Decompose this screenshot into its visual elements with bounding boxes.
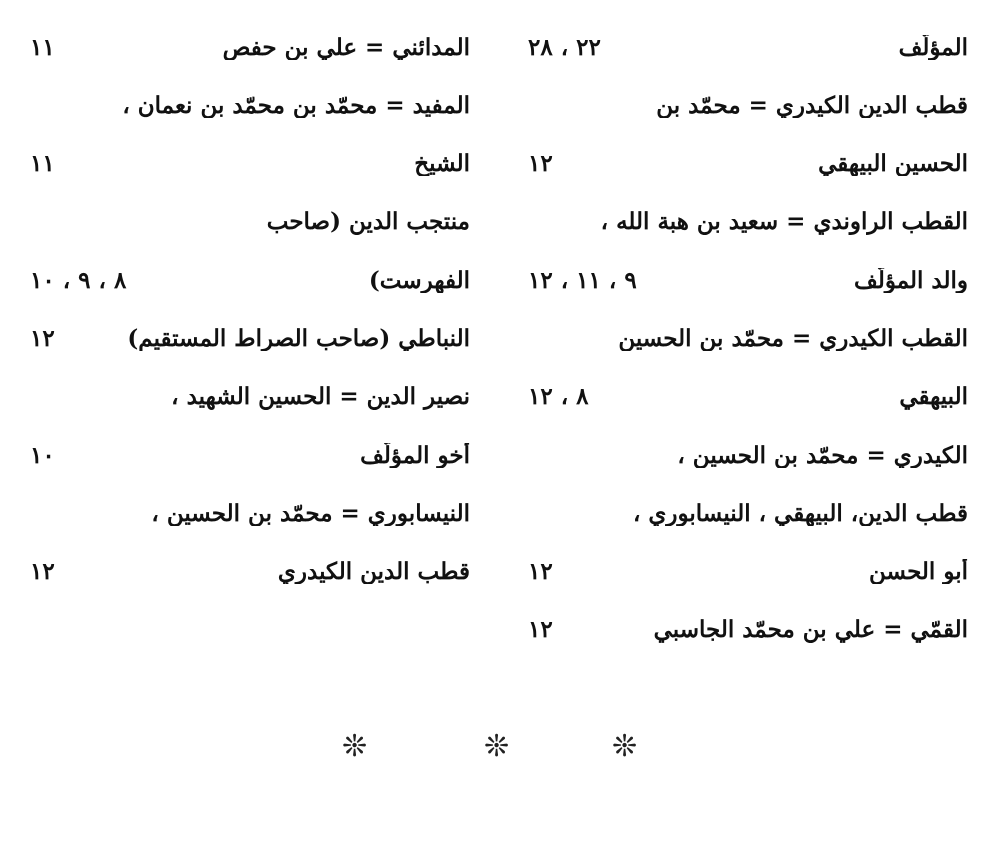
- entry-term: منتجب الدين (صاحب: [266, 209, 470, 235]
- entry-pages: ٨ ، ١٢: [528, 383, 589, 411]
- entry-term: المفيد = محمّد بن محمّد بن نعمان ،: [122, 92, 470, 119]
- asterism-icon: ❊: [612, 729, 638, 764]
- index-entry: [30, 309, 470, 367]
- index-entry: [30, 543, 470, 601]
- entry-term: المؤلّف: [898, 34, 968, 60]
- index-entry: [30, 18, 470, 76]
- entry-pages: ١٢: [528, 150, 553, 178]
- entry-term: الفهرست): [368, 267, 470, 293]
- entry-term: النيسابوري = محمّد بن الحسين ،: [151, 500, 470, 527]
- entry-term: الشيخ: [414, 151, 470, 177]
- entry-term: قطب الدين، البيهقي ، النيسابوري ،: [632, 500, 968, 527]
- index-entry: [30, 135, 470, 193]
- index-entry: [528, 368, 968, 426]
- index-entry: [528, 543, 968, 601]
- index-entry: [528, 426, 968, 484]
- index-entry: [528, 251, 968, 309]
- index-entry: [528, 484, 968, 542]
- entry-pages: ١٢: [30, 324, 55, 352]
- index-column-left: [30, 18, 470, 601]
- entry-pages: ١٢: [528, 558, 553, 586]
- index-entry: [30, 193, 470, 251]
- section-separator: [0, 727, 1000, 767]
- entry-pages: ١١: [30, 33, 55, 61]
- entry-term: المدائني = علي بن حفص: [222, 34, 470, 60]
- entry-term: قطب الدين الكيدري = محمّد بن: [656, 92, 968, 119]
- entry-term: القطب الكيدري = محمّد بن الحسين: [618, 325, 968, 352]
- index-entry: [30, 484, 470, 542]
- entry-term: والد المؤلّف: [854, 267, 968, 293]
- entry-term: نصير الدين = الحسين الشهيد ،: [171, 384, 470, 410]
- entry-term: الحسين البيهقي: [818, 151, 968, 177]
- index-entry: [30, 426, 470, 484]
- index-column-right: [528, 18, 968, 659]
- entry-pages: ١٢: [30, 558, 55, 586]
- entry-term: قطب الدين الكيدري: [277, 559, 470, 585]
- entry-term: القطب الراوندي = سعيد بن هبة الله ،: [600, 209, 968, 235]
- index-entry: [30, 251, 470, 309]
- entry-pages: ٩ ، ١١ ، ١٢: [528, 266, 637, 294]
- entry-term: النباطي (صاحب الصراط المستقيم): [127, 325, 470, 352]
- index-entry: [528, 193, 968, 251]
- index-entry: [528, 309, 968, 367]
- entry-pages: ٨ ، ٩ ، ١٠: [30, 266, 127, 294]
- index-entry: [528, 76, 968, 134]
- index-entry: [528, 18, 968, 76]
- entry-term: البيهقي: [899, 384, 968, 410]
- entry-term: أبو الحسن: [869, 559, 968, 585]
- index-entry: [528, 601, 968, 659]
- index-entry: [528, 135, 968, 193]
- index-entry: [30, 76, 470, 134]
- index-entry: [30, 368, 470, 426]
- entry-pages: ١٠: [30, 441, 55, 469]
- entry-pages: ٢٢ ، ٢٨: [528, 33, 601, 61]
- asterism-icon: ❊: [484, 729, 510, 764]
- entry-pages: ١١: [30, 150, 55, 178]
- asterism-icon: ❊: [342, 729, 368, 764]
- entry-pages: ١٢: [528, 616, 553, 644]
- entry-term: أخو المؤلّف: [360, 442, 470, 468]
- entry-term: القمّي = علي بن محمّد الجاسبي: [653, 617, 968, 643]
- entry-term: الكيدري = محمّد بن الحسين ،: [677, 442, 968, 468]
